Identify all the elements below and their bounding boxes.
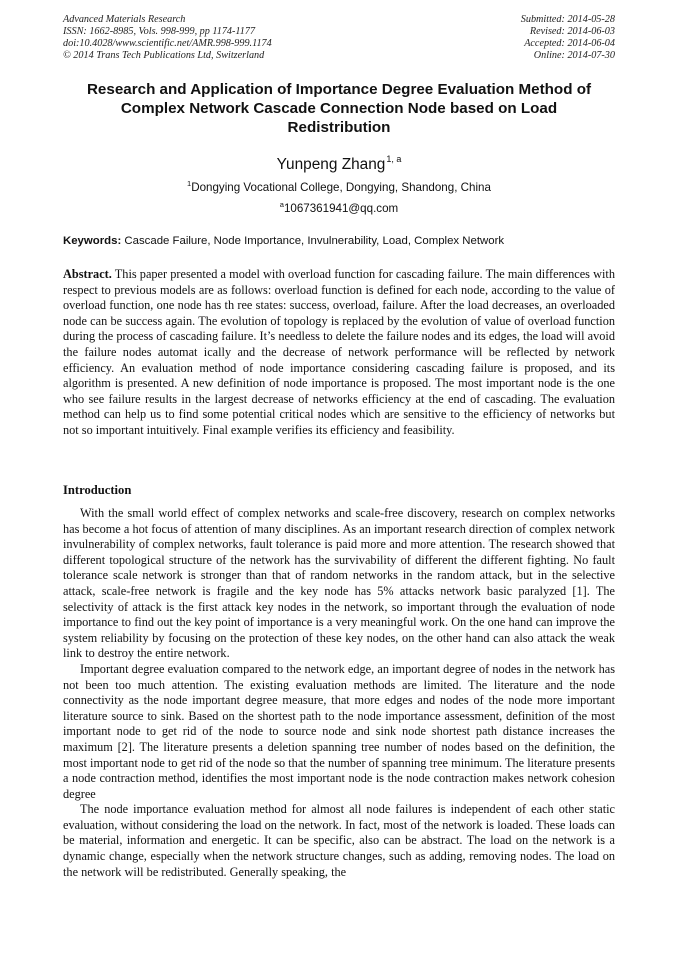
introduction-body bbox=[63, 506, 615, 880]
keywords-line bbox=[63, 234, 615, 248]
issn-line: ISSN: 1662-8985, Vols. 998-999, pp 1174-1177 bbox=[63, 26, 256, 37]
accepted-date: Accepted: 2014-06-04 bbox=[524, 38, 615, 49]
intro-paragraph: Important degree evaluation compared to the network edge, an important degree of nodes in the network has not been too much attention. The existing evaluation methods are limited. The literature and the node connectivity as the node important degree measure, that more edges and nodes of the node more important literature source to sink. Based on the shortest path to the node importance assessment, definition of the most important node to get rid of the node to source node and sink node shortest path distance increases the maximum [2]. The literature presents a deletion spanning tree number of nodes based on the definition, the most important node to get rid of the node so that the number of spanning tree minimum. The literature presents a node contraction method, identifies the most important node is the node contraction makes network cohesion degree bbox=[63, 661, 615, 801]
author-name: Yunpeng Zhang bbox=[276, 156, 386, 173]
keywords-label: Keywords: bbox=[63, 235, 122, 247]
email-marker: a bbox=[279, 200, 284, 209]
doi-line: doi:10.4028/www.scientific.net/AMR.998-999.1174 bbox=[63, 38, 272, 49]
online-date: Online: 2014-07-30 bbox=[533, 50, 615, 61]
journal-name: Advanced Materials Research bbox=[63, 14, 186, 25]
header-right bbox=[521, 14, 615, 62]
email-text: 1067361941@qq.com bbox=[283, 202, 399, 215]
paper-title: Research and Application of Importance Degree Evaluation Method of Complex Network Cascade Connection Node based on Load Redistribution bbox=[86, 81, 592, 136]
affiliation-marker: 1 bbox=[187, 179, 192, 188]
submitted-date: Submitted: 2014-05-28 bbox=[520, 14, 615, 25]
intro-paragraph: The node importance evaluation method for almost all node failures is independent of each other static evaluation, without considering the load on the network. In fact, most of the network is loaded. These loads can be material, information and energetic. It can be specific, also can be abstract. The load on the network is a dynamic change, especially when the network structure changes, such as adding, removing nodes. The load on the network will be redistributed. Generally speaking, the bbox=[63, 802, 615, 879]
affiliation-text: Dongying Vocational College, Dongying, Shandong, China bbox=[191, 181, 491, 194]
author-line bbox=[0, 150, 678, 174]
revised-date: Revised: 2014-06-03 bbox=[529, 26, 615, 37]
keywords-text: Cascade Failure, Node Importance, Invulnerability, Load, Complex Network bbox=[124, 235, 505, 247]
affiliation-institution bbox=[0, 177, 678, 195]
abstract-block bbox=[63, 267, 615, 439]
copyright-line: © 2014 Trans Tech Publications Ltd, Switzerland bbox=[63, 50, 265, 61]
affiliation-email bbox=[0, 198, 678, 216]
intro-paragraph: With the small world effect of complex networks and scale-free discovery, research on complex networks has become a hot focus of attention of many disciplines. As an important research direction of complex network invulnerability of complex networks, fault tolerance is paid more and more attention. The research showed that different topological structure of the network has the survivability of different the different fighting. No fault tolerance scale network is stronger than that of random networks in the random attack, but in the selective attack, scale-free network is fragile and the key node has 5% attacks network basic paralyzed [1]. The selectivity of attack is the first attack key nodes in the network, so important through the evaluation of node importance to find out the key point of importance is a very meaningful work. On the one hand can improve the system reliability by focusing on the protection of these key nodes, on the other hand can also attack the weak link to destroy the entire network. bbox=[63, 506, 615, 661]
header-left bbox=[63, 14, 272, 62]
abstract-label: Abstract. bbox=[63, 267, 112, 281]
author-superscript: 1, a bbox=[386, 154, 402, 164]
abstract-text: This paper presented a model with overload function for cascading failure. The main differences with respect to previous models are as follows: overload function is defined for each node, according to the value of overload function, one node has th ree states: success, overload, failure. After the load decreases, an overloaded node can be success again. The evolution of topology is replaced by the evolution of value of overload function during the process of cascading failure. It’s needless to delete the failure nodes and its edges, the load will avoid the failure nodes automat ically and the decrease of network performance will be reflected by network efficiency. An evaluation method of node importance considering cascading failure is proposed, and its algorithm is presented. A new definition of node importance is proposed. The most important node is the one who see failure results in the largest decrease of networks efficiency at the end of cascading. The evaluation method can help us to find some potential critical nodes which are sensitive to the efficiency of networks but not so important intuitively. Final example verifies its efficiency and feasibility. bbox=[63, 267, 615, 437]
section-heading-introduction: Introduction bbox=[63, 483, 132, 497]
